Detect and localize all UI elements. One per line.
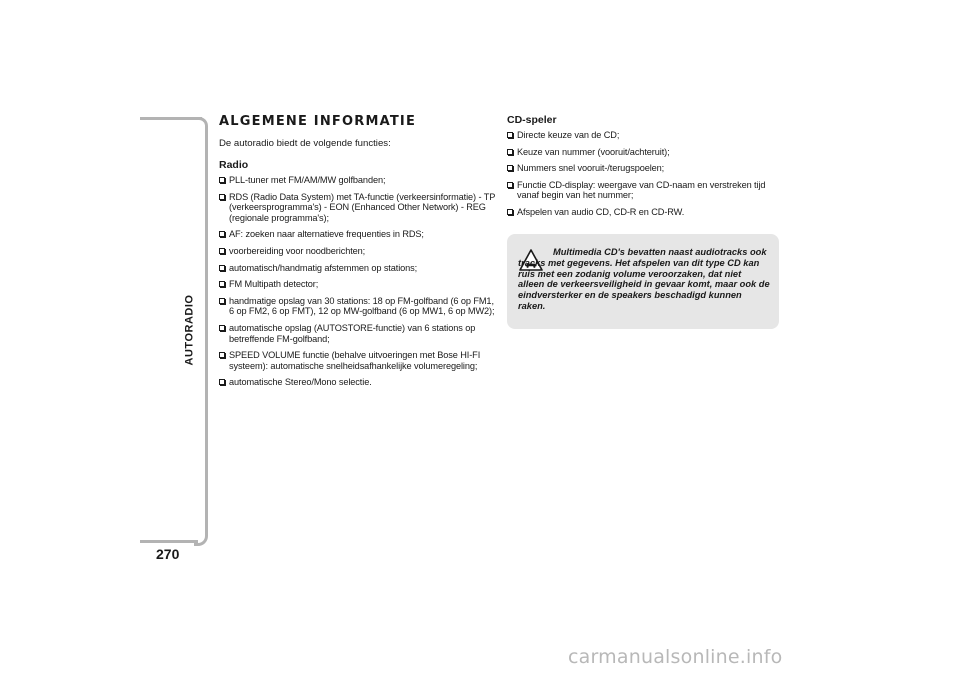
checkbox-bullet-icon (507, 149, 513, 155)
checkbox-bullet-icon (219, 379, 225, 385)
section-heading: ALGEMENE INFORMATIE (219, 114, 417, 129)
checkbox-bullet-icon (219, 194, 225, 200)
frame-bottom-line (140, 540, 198, 543)
checkbox-bullet-icon (219, 248, 225, 254)
list-item: automatische Stereo/Mono selectie. (219, 377, 499, 388)
cd-list (507, 130, 782, 218)
list-item: automatische opslag (AUTOSTORE-functie) van 6 stations op betreffende FM-golfband; (219, 323, 499, 344)
radio-heading: Radio (219, 159, 249, 171)
warning-text: Multimedia CD's bevatten naast audiotracks ook tracks met gegevens. Het afspelen van dit type CD kan ruis met een zodanig volume veroorzaken, dat niet alleen de verkeersveiligheid in gevaar komt, maar ook de eindversterker en de speakers beschadigd kunnen raken. (518, 247, 770, 311)
radio-list (219, 175, 499, 388)
checkbox-bullet-icon (507, 132, 513, 138)
checkbox-bullet-icon (219, 265, 225, 271)
checkbox-bullet-icon (507, 165, 513, 171)
list-item: Nummers snel vooruit-/terugspoelen; (507, 163, 782, 174)
list-item: Directe keuze van de CD; (507, 130, 782, 141)
cd-heading: CD-speler (507, 114, 557, 126)
list-item: SPEED VOLUME functie (behalve uitvoeringen met Bose HI-FI systeem): automatische snelheidsafhankelijke volumeregeling; (219, 350, 499, 371)
list-item: FM Multipath detector; (219, 279, 499, 290)
intro-text: De autoradio biedt de volgende functies: (219, 138, 391, 149)
list-item: automatisch/handmatig afstemmen op stations; (219, 263, 499, 274)
list-item: RDS (Radio Data System) met TA-functie (verkeersinformatie) - TP (verkeersprogramma's) - EON (Enhanced Other Network) - REG (regionale programma's); (219, 192, 499, 224)
section-label: AUTORADIO (183, 294, 196, 366)
checkbox-bullet-icon (507, 209, 513, 215)
page-number: 270 (156, 546, 180, 562)
frame-vertical-line (205, 127, 208, 534)
watermark: carmanualsonline.info (568, 646, 783, 668)
checkbox-bullet-icon (219, 281, 225, 287)
list-item: Keuze van nummer (vooruit/achteruit); (507, 147, 782, 158)
frame-top-line (140, 117, 202, 120)
list-item: Afspelen van audio CD, CD-R en CD-RW. (507, 207, 782, 218)
checkbox-bullet-icon (507, 182, 513, 188)
section-tab (182, 290, 196, 370)
list-item: AF: zoeken naar alternatieve frequenties in RDS; (219, 229, 499, 240)
list-item: PLL-tuner met FM/AM/MW golfbanden; (219, 175, 499, 186)
list-item: Functie CD-display: weergave van CD-naam en verstreken tijd vanaf begin van het nummer; (507, 180, 782, 201)
checkbox-bullet-icon (219, 298, 225, 304)
checkbox-bullet-icon (219, 325, 225, 331)
checkbox-bullet-icon (219, 352, 225, 358)
checkbox-bullet-icon (219, 231, 225, 237)
right-column (507, 114, 782, 224)
list-item: voorbereiding voor noodberichten; (219, 246, 499, 257)
list-item: handmatige opslag van 30 stations: 18 op FM-golfband (6 op FM1, 6 op FM2, 6 op FMT), 12 op MW-golfband (6 op MW1, 6 op MW2); (219, 296, 499, 317)
left-column (219, 114, 499, 394)
checkbox-bullet-icon (219, 177, 225, 183)
warning-box (507, 234, 779, 329)
